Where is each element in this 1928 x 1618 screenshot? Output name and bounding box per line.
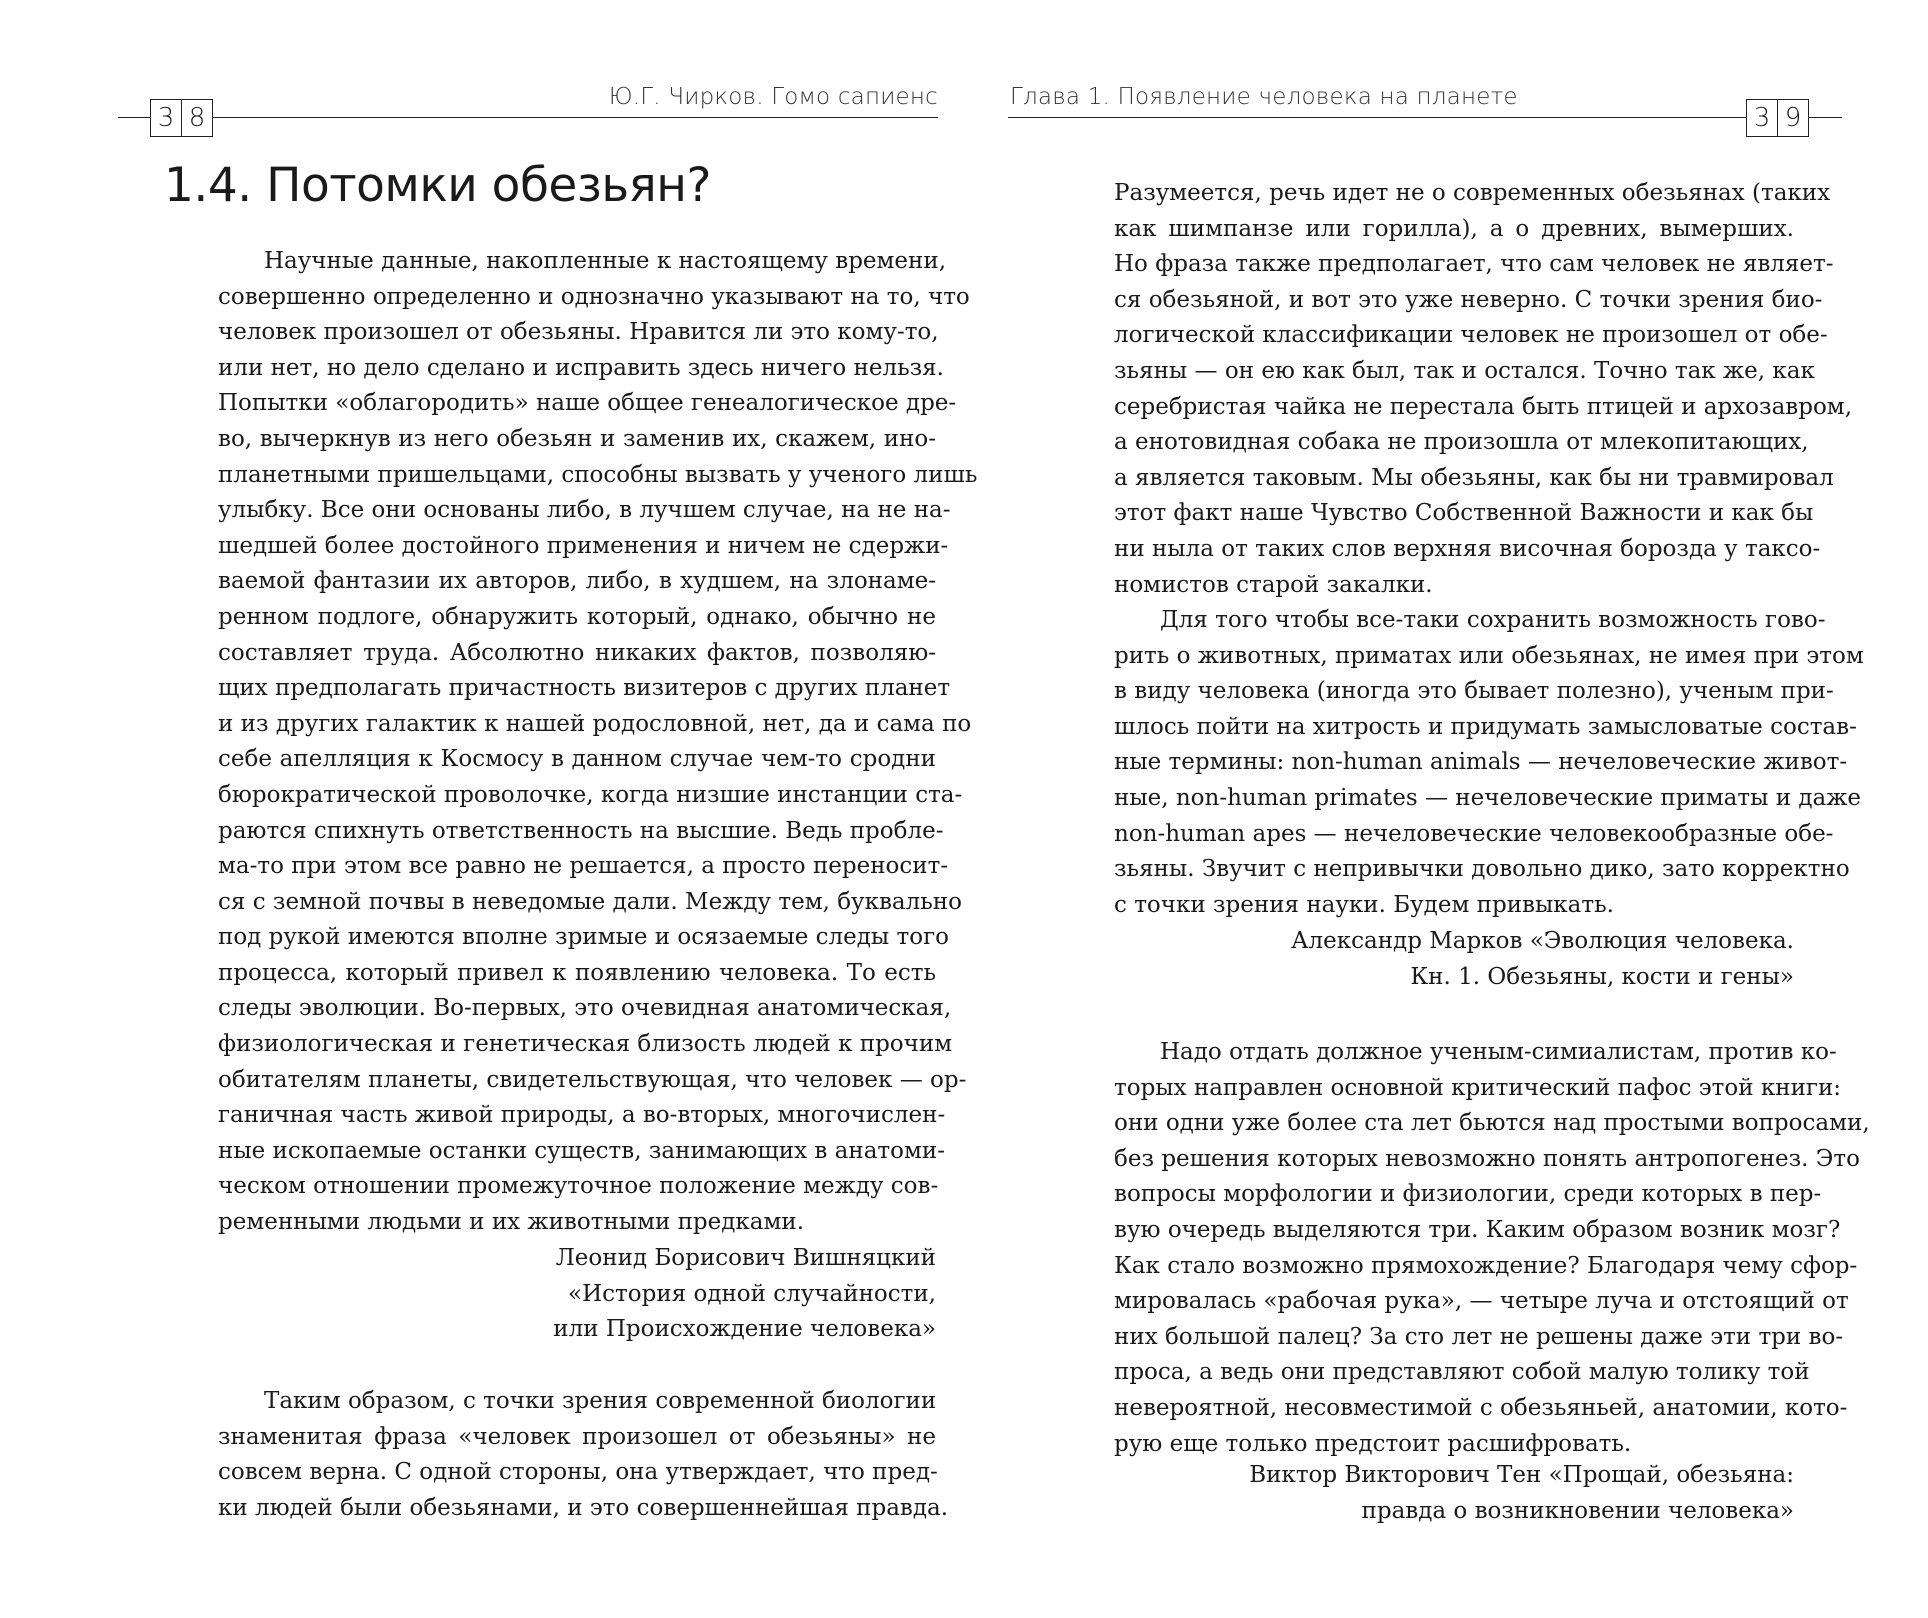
- text-line: этот факт наше Чувство Собственной Важности и как бы: [1114, 500, 1814, 527]
- text-line: шедшей более достойного применения и ничем не сдержи-: [218, 532, 949, 559]
- section-heading: 1.4. Потомки обезьян?: [164, 158, 711, 213]
- text-line: рую еще только предстоит расшифровать.: [1114, 1430, 1632, 1457]
- text-line: ременными людьми и их животными предками.: [218, 1209, 805, 1236]
- paragraph-1: [1114, 176, 1852, 603]
- text-line: себе апелляция к Космосу в данном случае чем-то сродни: [218, 746, 936, 773]
- text-line: ваемой фантазии их авторов, либо, в худшем, на злонаме-: [218, 568, 936, 595]
- text-line: в виду человека (иногда это бывает полезно), ученым при-: [1114, 678, 1834, 705]
- text-line: без решения которых невозможно понять антропогенез. Это: [1114, 1145, 1860, 1172]
- attribution-line: правда о возникновении человека»: [1361, 1497, 1794, 1524]
- running-title-right: Глава 1. Появление человека на планете: [1010, 84, 1518, 110]
- page-number-digit: 3: [150, 99, 181, 137]
- text-line: Разумеется, речь идет не о современных обезьянах (таких: [1114, 180, 1831, 206]
- text-line: Надо отдать должное ученым-симиалистам, против ко-: [1160, 1039, 1837, 1065]
- text-line: них большой палец? За сто лет не решены даже эти три во-: [1114, 1323, 1844, 1350]
- quote-1-attribution: [553, 1241, 936, 1348]
- text-line: ся обезьяной, и вот это уже неверно. С точки зрения био-: [1114, 286, 1823, 313]
- paragraph-2: [218, 1384, 949, 1526]
- text-line: знаменитая фраза «человек произошел от обезьяны» не: [218, 1423, 936, 1450]
- text-line: Научные данные, накопленные к настоящему времени,: [264, 248, 947, 274]
- header-rule-left-stub: [118, 117, 152, 118]
- text-line: проса, а ведь они представляют собой малую толику той: [1114, 1359, 1810, 1386]
- text-line: ные, non-human primates — нечеловеческие приматы и даже: [1114, 784, 1861, 811]
- page-number-left: [150, 99, 213, 137]
- text-line: ренном подлоге, обнаружить который, однако, обычно не: [218, 603, 936, 630]
- text-line: а является таковым. Мы обезьяны, как бы ни травмировал: [1114, 464, 1834, 491]
- attribution-line: Кн. 1. Обезьяны, кости и гены»: [1410, 963, 1794, 990]
- text-line: а енотовидная собака не произошла от млекопитающих,: [1114, 429, 1809, 456]
- text-line: физиологическая и генетическая близость людей к прочим: [218, 1031, 953, 1058]
- text-line: улыбку. Все они основаны либо, в лучшем случае, на не на-: [218, 497, 951, 524]
- page-number-right: [1746, 99, 1809, 137]
- attribution-line: Леонид Борисович Вишняцкий: [555, 1245, 936, 1271]
- text-line: ки людей были обезьянами, и это совершеннейшая правда.: [218, 1494, 949, 1521]
- text-line: обитателям планеты, свидетельствующая, что человек — ор-: [218, 1066, 967, 1093]
- quote-2-attribution: [1291, 924, 1794, 995]
- text-line: составляет труда. Абсолютно никаких фактов, позволяю-: [218, 639, 936, 666]
- text-line: вую очередь выделяются три. Каким образом возник мозг?: [1114, 1216, 1841, 1243]
- header-rule-right: [1008, 117, 1746, 118]
- text-line: номистов старой закалки.: [1114, 571, 1433, 598]
- text-line: non-human apes — нечеловеческие человекообразные обе-: [1114, 820, 1834, 847]
- text-line: следы эволюции. Во-первых, это очевидная анатомическая,: [218, 995, 952, 1022]
- text-line: рить о животных, приматах или обезьянах, не имея при этом: [1114, 642, 1864, 669]
- page-number-digit: 8: [181, 99, 213, 137]
- text-line: вопросы морфологии и физиологии, среди которых в пер-: [1114, 1181, 1822, 1208]
- text-line: с точки зрения науки. Будем привыкать.: [1114, 891, 1614, 918]
- text-line: человек произошел от обезьяны. Нравится ли это кому-то,: [218, 319, 939, 346]
- text-line: под рукой имеются вполне зримые и осязаемые следы того: [218, 924, 949, 951]
- page-number-digit: 9: [1777, 99, 1809, 137]
- text-line: мировалась «рабочая рука», — четыре луча и отстоящий от: [1114, 1288, 1849, 1315]
- text-line: раются спихнуть ответственность на высшие. Ведь пробле-: [218, 817, 944, 844]
- text-line: ма-то при этом все равно не решается, а просто переносит-: [218, 853, 949, 880]
- header-rule-right-stub: [1808, 117, 1842, 118]
- text-line: серебристая чайка не перестала быть птицей и архозавром,: [1114, 393, 1852, 420]
- text-line: ганичная часть живой природы, а во-вторых, многочислен-: [218, 1102, 946, 1129]
- attribution-line: Виктор Викторович Тен «Прощай, обезьяна:: [1249, 1462, 1794, 1488]
- text-line: совершенно определенно и однозначно указывают на то, что: [218, 283, 970, 310]
- text-line: невероятной, несовместимой с обезьяньей, анатомии, кото-: [1114, 1394, 1848, 1421]
- text-line: совсем верна. С одной стороны, она утверждает, что пред-: [218, 1459, 938, 1486]
- text-line: Попытки «облагородить» наше общее генеалогическое дре-: [218, 390, 957, 417]
- paragraph-2: [1114, 603, 1864, 923]
- text-line: или нет, но дело сделано и исправить здесь ничего нельзя.: [218, 354, 944, 381]
- text-line: и из других галактик к нашей родословной, нет, да и сама по: [218, 710, 972, 737]
- quote-3: [1114, 1035, 1870, 1462]
- attribution-line: Александр Марков «Эволюция человека.: [1291, 928, 1794, 954]
- text-line: планетными пришельцами, способны вызвать у ученого лишь: [218, 461, 978, 488]
- text-line: во, вычеркнув из него обезьян и заменив их, скажем, ино-: [218, 425, 936, 452]
- text-line: ные термины: non-human animals — нечеловеческие живот-: [1114, 749, 1848, 776]
- text-line: зьяны. Звучит с непривычки довольно дико, зато корректно: [1114, 856, 1850, 883]
- text-line: логической классификации человек не произошел от обе-: [1114, 322, 1828, 349]
- text-line: шлось пойти на хитрость и придумать замысловатые состав-: [1114, 713, 1857, 740]
- attribution-line: «История одной случайности,: [568, 1280, 936, 1307]
- header-rule-left: [212, 117, 938, 118]
- text-line: ни ныла от таких слов верхняя височная борозда у таксо-: [1114, 535, 1821, 562]
- running-title-left: Ю.Г. Чирков. Гомо сапиенс: [608, 84, 938, 110]
- text-line: процесса, который привел к появлению человека. То есть: [218, 959, 936, 986]
- text-line: как шимпанзе или горилла), а о древних, вымерших.: [1114, 215, 1794, 242]
- attribution-line: или Происхождение человека»: [553, 1316, 936, 1343]
- text-line: бюрократической проволочке, когда низшие инстанции ста-: [218, 781, 963, 808]
- text-line: щих предполагать причастность визитеров с других планет: [218, 675, 951, 702]
- text-line: Таким образом, с точки зрения современной биологии: [264, 1388, 937, 1414]
- text-line: Как стало возможно прямохождение? Благодаря чему сфор-: [1114, 1252, 1858, 1279]
- quote-1: [218, 244, 978, 1241]
- text-line: Для того чтобы все-таки сохранить возможность гово-: [1160, 607, 1826, 633]
- text-line: ные ископаемые останки существ, занимающих в анатоми-: [218, 1137, 945, 1164]
- text-line: зьяны — он ею как был, так и остался. Точно так же, как: [1114, 357, 1815, 384]
- text-line: Но фраза также предполагает, что сам человек не являет-: [1114, 251, 1834, 278]
- text-line: ся с земной почвы в неведомые дали. Между тем, буквально: [218, 888, 962, 915]
- text-line: торых направлен основной критический пафос этой книги:: [1114, 1074, 1842, 1101]
- text-line: они одни уже более ста лет бьются над простыми вопросами,: [1114, 1110, 1870, 1137]
- page-number-digit: 3: [1746, 99, 1777, 137]
- text-line: ческом отношении промежуточное положение между сов-: [218, 1173, 939, 1200]
- right-page: [964, 0, 1928, 1618]
- quote-3-attribution: [1249, 1458, 1794, 1529]
